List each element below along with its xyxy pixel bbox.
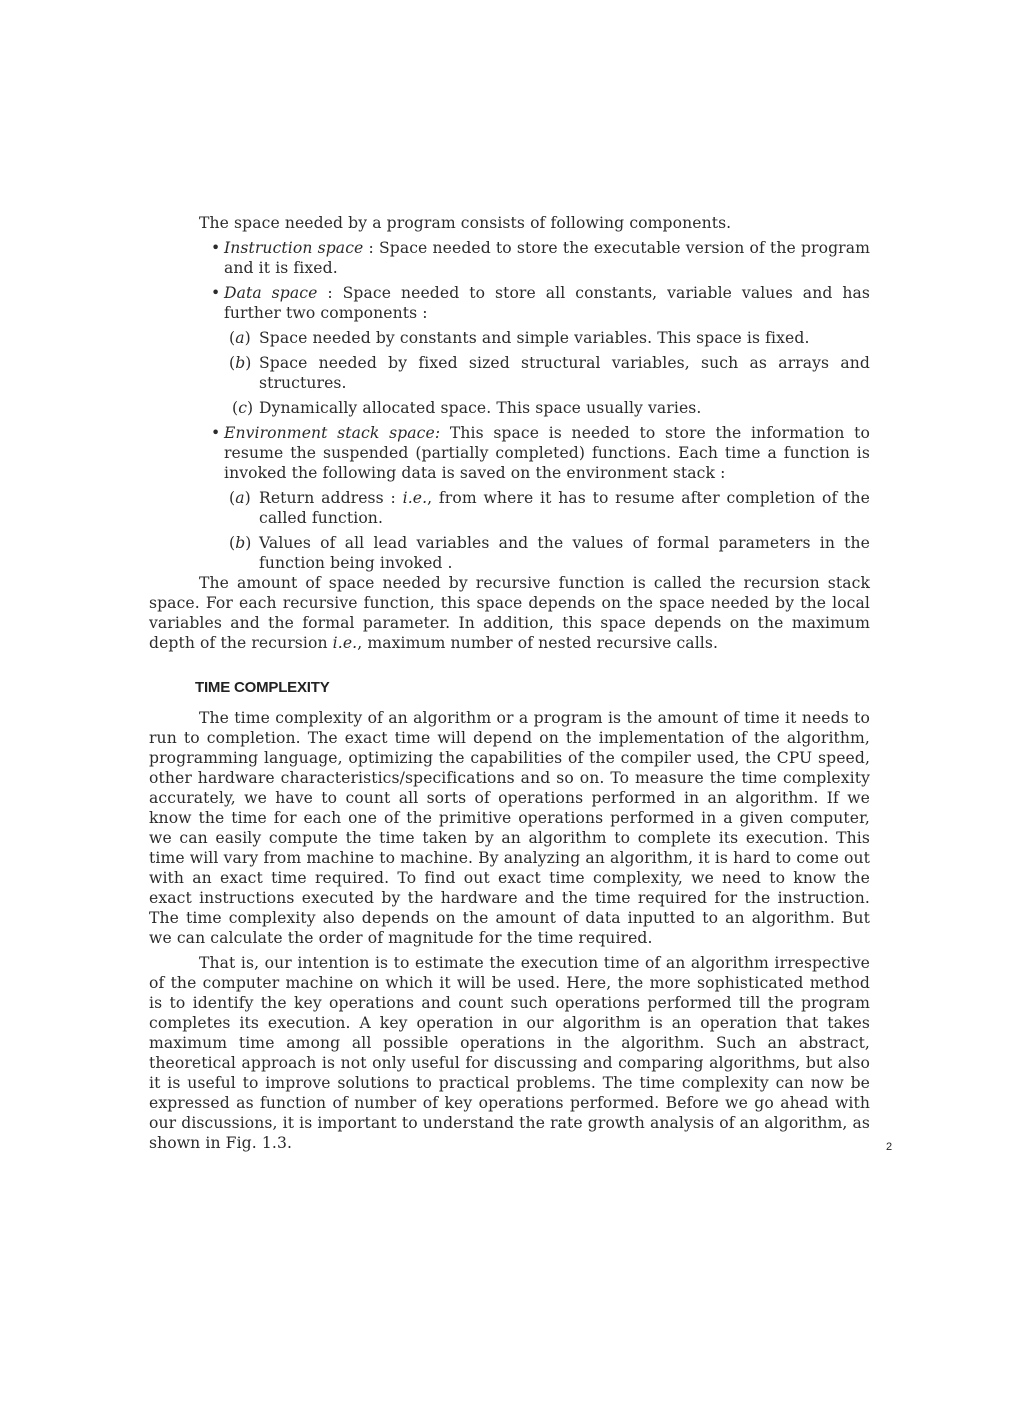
- sub-item-data-a: [149, 328, 870, 348]
- section-heading-time-complexity: TIME COMPLEXITY: [195, 679, 330, 696]
- bullet-dot: •: [211, 239, 221, 257]
- bullet-dot: •: [211, 424, 221, 442]
- sub-item-label: (a): [229, 329, 251, 347]
- sub-item-label: (b): [229, 534, 252, 552]
- bullet-term: Environment stack space:: [224, 424, 441, 442]
- sub-item-env-a: [149, 488, 870, 528]
- bullet-data-space: [149, 283, 870, 323]
- sub-item-text: Dynamically allocated space. This space usually varies.: [259, 399, 702, 417]
- sub-item-text: Return address : i.e., from where it has to resume after completion of the called function.: [259, 489, 870, 527]
- sub-item-data-c: [149, 398, 870, 418]
- bullet-text: : Space needed to store all constants, variable values and has further two components :: [224, 284, 870, 322]
- page-content: [149, 213, 870, 1153]
- sub-item-label: (a): [229, 489, 251, 507]
- page-number: 2: [886, 1141, 893, 1153]
- time-complexity-paragraph-2: That is, our intention is to estimate the execution time of an algorithm irrespective of the computer machine on which it will be used. Here, the more sophisticated method is to identify the key operations and count such operations performed till the program completes its execution. A key operation in our algorithm is an operation that takes maximum time among all possible operations in the algorithm. Such an abstract, theoretical approach is not only useful for discussing and comparing algorithms, but also it is useful to improve solutions to practical problems. The time complexity can now be expressed as function of number of key operations performed. Before we go ahead with our discussions, it is important to understand the rate growth analysis of an algorithm, as shown in Fig. 1.3.: [149, 954, 870, 1152]
- recursion-paragraph: The amount of space needed by recursive function is called the recursion stack space. For each recursive function, this space depends on the space needed by the local variables and the formal parameter. In addition, this space depends on the maximum depth of the recursion i.e., maximum number of nested recursive calls.: [149, 574, 870, 652]
- bullet-term: Data space: [224, 284, 318, 302]
- sub-item-label: (c): [232, 399, 254, 417]
- bullet-text: This space is needed to store the information to resume the suspended (partially completed) functions. Each time a function is invoked the following data is saved on the environment stack :: [224, 424, 870, 482]
- bullet-text: : Space needed to store the executable version of the program and it is fixed.: [224, 239, 870, 277]
- bullet-dot: •: [211, 284, 221, 302]
- sub-item-text: Values of all lead variables and the values of formal parameters in the function being invoked .: [259, 534, 870, 572]
- sub-item-label: (b): [229, 354, 252, 372]
- time-complexity-paragraph-1: The time complexity of an algorithm or a program is the amount of time it needs to run to completion. The exact time will depend on the implementation of the algorithm, programming language, optimizing the capabilities of the compiler used, the CPU speed, other hardware characteristics/specifications and so on. To measure the time complexity accurately, we have to count all sorts of operations performed in an algorithm. If we know the time for each one of the primitive operations performed in a given computer, we can easily compute the time taken by an algorithm to complete its execution. This time will vary from machine to machine. By analyzing an algorithm, it is hard to come out with an exact time required. To find out exact time complexity, we need to know the exact instructions executed by the hardware and the time required for the instruction. The time complexity also depends on the amount of data inputted to an algorithm. But we can calculate the order of magnitude for the time required.: [149, 709, 870, 947]
- bullet-term: Instruction space: [224, 239, 364, 257]
- bullet-environment-stack-space: [149, 423, 870, 483]
- sub-item-text: Space needed by fixed sized structural variables, such as arrays and structures.: [259, 354, 870, 392]
- bullet-instruction-space: [149, 238, 870, 278]
- sub-item-text: Space needed by constants and simple variables. This space is fixed.: [259, 329, 810, 347]
- intro-paragraph: The space needed by a program consists of following components.: [199, 214, 732, 232]
- sub-item-data-b: [149, 353, 870, 393]
- sub-item-env-b: [149, 533, 870, 573]
